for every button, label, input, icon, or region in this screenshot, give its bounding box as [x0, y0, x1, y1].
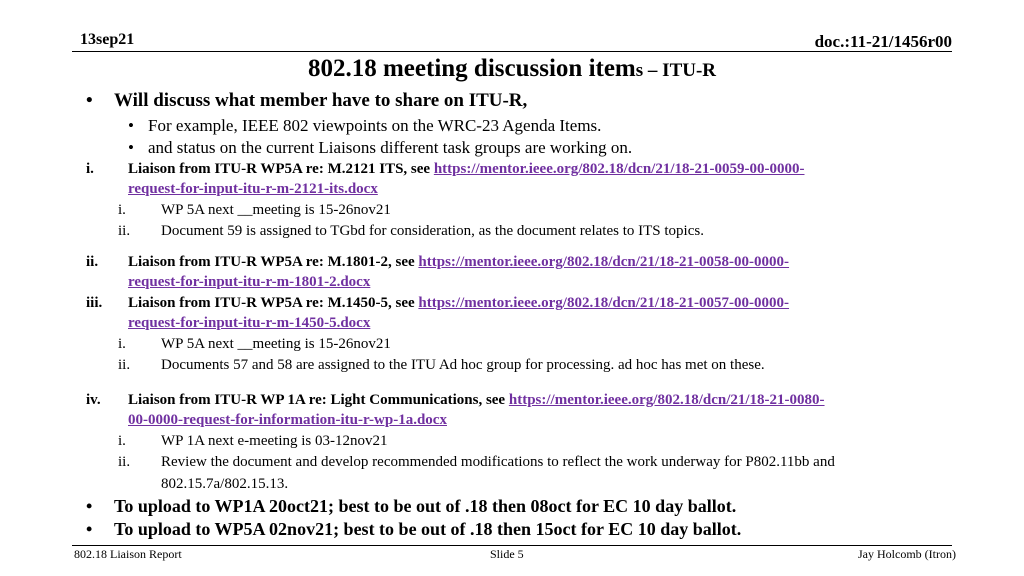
liaison-text: Liaison from ITU-R WP5A re: M.1801-2, see: [128, 254, 419, 270]
liaison-link[interactable]: request-for-input-itu-r-m-2121-its.docx: [128, 181, 378, 197]
sub-bullet-marker: •: [128, 138, 134, 157]
footer-left: 802.18 Liaison Report: [74, 547, 182, 561]
slide-title: [0, 55, 1024, 83]
liaison-link-cont: [128, 274, 370, 291]
bullet-marker: •: [86, 519, 93, 539]
liaison-link-cont: [128, 315, 370, 332]
title-suffix: s: [635, 60, 644, 81]
sub-bullet-marker: •: [128, 116, 134, 135]
liaison-link[interactable]: https://mentor.ieee.org/802.18/dcn/21/18-21-0057-00-0000-: [418, 295, 790, 311]
liaison-numeral: ii.: [86, 254, 99, 270]
liaison-numeral: i.: [86, 161, 94, 177]
liaison-link-cont: [128, 412, 447, 429]
bullet-marker: •: [86, 90, 93, 111]
liaison-sub-numeral: i.: [118, 433, 126, 449]
sub-bullet-text: For example, IEEE 802 viewpoints on the WRC-23 Agenda Items.: [148, 116, 602, 135]
liaison-link[interactable]: request-for-input-itu-r-m-1801-2.docx: [128, 274, 371, 290]
bullet-marker: •: [86, 496, 93, 516]
liaison-sub-text: Documents 57 and 58 are assigned to the ITU Ad hoc group for processing. ad hoc has met on these.: [161, 357, 765, 373]
closing-bullet-text: To upload to WP1A 20oct21; best to be out of .18 then 08oct for EC 10 day ballot.: [114, 496, 737, 516]
liaison-numeral: iv.: [86, 392, 101, 408]
liaison-link[interactable]: request-for-input-itu-r-m-1450-5.docx: [128, 315, 371, 331]
liaison-link-cont: [128, 181, 378, 198]
liaison-item: [128, 254, 789, 271]
liaison-sub-text: WP 1A next e-meeting is 03-12nov21: [161, 433, 388, 449]
liaison-sub-text: WP 5A next __meeting is 15-26nov21: [161, 336, 391, 352]
liaison-link[interactable]: https://mentor.ieee.org/802.18/dcn/21/18-21-0059-00-0000-: [433, 161, 805, 177]
liaison-item: [128, 161, 805, 178]
liaison-sub-text-cont: 802.15.7a/802.15.13.: [161, 476, 289, 492]
liaison-numeral: iii.: [86, 295, 103, 311]
liaison-text: Liaison from ITU-R WP5A re: M.2121 ITS, see: [128, 161, 434, 177]
liaison-sub-numeral: i.: [118, 336, 126, 352]
closing-bullet-text: To upload to WP5A 02nov21; best to be out of .18 then 15oct for EC 10 day ballot.: [114, 519, 742, 539]
liaison-text: Liaison from ITU-R WP 1A re: Light Communications, see: [128, 392, 509, 408]
header-divider: [72, 51, 952, 52]
liaison-link[interactable]: 00-0000-request-for-information-itu-r-wp-1a.docx: [128, 412, 447, 428]
footer-divider: [72, 545, 952, 546]
footer-slide-number: Slide 5: [490, 547, 524, 561]
title-main: 802.18 meeting discussion item: [307, 55, 636, 82]
liaison-text: Liaison from ITU-R WP5A re: M.1450-5, see: [128, 295, 419, 311]
liaison-sub-numeral: ii.: [118, 223, 131, 239]
footer-author: Jay Holcomb (Itron): [858, 547, 956, 561]
liaison-sub-numeral: i.: [118, 202, 126, 218]
bullet-text: Will discuss what member have to share on ITU-R,: [114, 90, 528, 111]
liaison-sub-numeral: ii.: [118, 357, 131, 373]
liaison-link[interactable]: https://mentor.ieee.org/802.18/dcn/21/18-21-0058-00-0000-: [418, 254, 790, 270]
liaison-link[interactable]: https://mentor.ieee.org/802.18/dcn/21/18-21-0080-: [508, 392, 825, 408]
header-date: 13sep21: [80, 31, 135, 48]
liaison-sub-text: Document 59 is assigned to TGbd for consideration, as the document relates to ITS topics.: [161, 223, 704, 239]
header-doc-id: doc.:11-21/1456r00: [814, 32, 952, 51]
title-rest: – ITU-R: [643, 60, 717, 81]
liaison-sub-numeral: ii.: [118, 454, 131, 470]
liaison-item: [128, 295, 789, 312]
liaison-sub-text: Review the document and develop recommended modifications to reflect the work underway for P802.11bb and: [161, 454, 835, 470]
sub-bullet-text: and status on the current Liaisons different task groups are working on.: [148, 138, 633, 157]
liaison-item: [128, 392, 825, 409]
liaison-sub-text: WP 5A next __meeting is 15-26nov21: [161, 202, 391, 218]
